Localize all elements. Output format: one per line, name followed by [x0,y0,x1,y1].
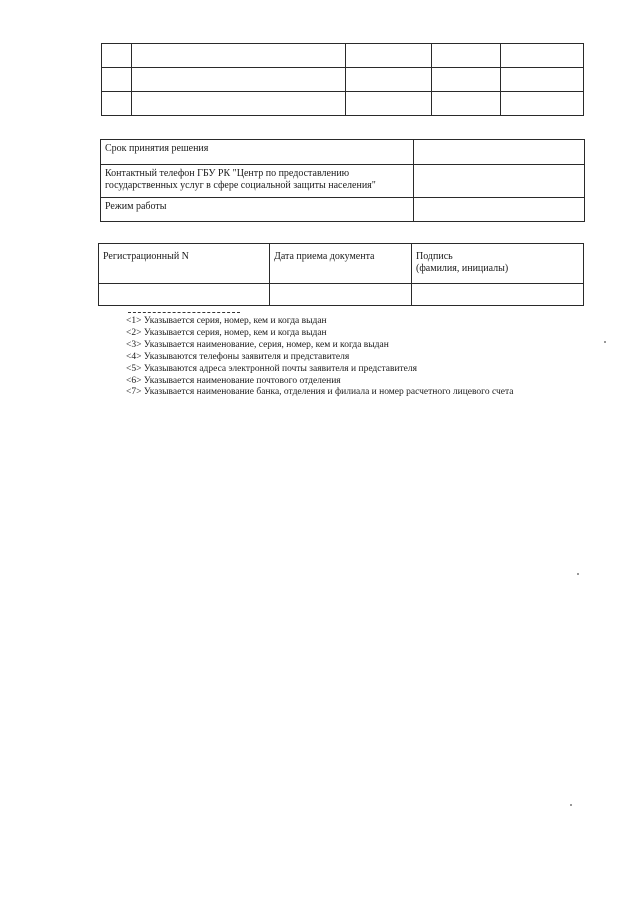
working-hours-value [414,198,585,222]
date-header: Дата приема документа [270,244,412,284]
blank-table [101,43,584,116]
service-info-table [100,139,585,222]
table-cell [102,92,132,116]
contact-phone-label-line: государственных услуг в сфере социальной защиты населения" [105,180,376,191]
working-hours-label: Режим работы [101,198,414,222]
footnotes [126,316,513,399]
table-cell [501,44,584,68]
table-cell [132,92,346,116]
decision-term-label: Срок принятия решения [101,140,414,165]
table-header-row [99,244,584,284]
table-cell [432,44,501,68]
footnote-item: <7> Указывается наименование банка, отделения и филиала и номер расчетного лицевого счета [126,387,514,398]
table-cell [346,68,432,92]
table-row [101,198,585,222]
scan-speck [604,341,606,343]
reg-number-header: Регистрационный N [99,244,270,284]
decision-term-value [414,140,585,165]
table-cell [102,44,132,68]
contact-phone-label [101,165,414,198]
contact-phone-value [414,165,585,198]
footnote-item: <5> Указываются адреса электронной почты заявителя и представителя [126,363,418,374]
table-cell [432,92,501,116]
table-row [102,92,584,116]
table-cell [346,44,432,68]
footnote-item: <3> Указывается наименование, серия, номер, кем и когда выдан [126,339,389,350]
table-cell [132,44,346,68]
table-row [102,68,584,92]
footnote-divider [128,312,240,313]
scan-speck [570,804,572,806]
table-cell [132,68,346,92]
footnote-item: <4> Указываются телефоны заявителя и представителя [126,351,350,362]
date-value [270,284,412,306]
table-cell [102,68,132,92]
signature-header-line: Подпись [416,251,453,262]
registration-table [98,243,584,306]
signature-header-line: (фамилия, инициалы) [416,263,509,274]
table-cell [432,68,501,92]
footnote-item: <6> Указывается наименование почтового отделения [126,375,341,386]
table-cell [346,92,432,116]
footnote-item: <1> Указывается серия, номер, кем и когда выдан [126,316,327,326]
scan-speck [577,573,579,575]
contact-phone-label-line: Контактный телефон ГБУ РК "Центр по предоставлению [105,168,350,179]
table-cell [501,68,584,92]
signature-header [412,244,584,284]
reg-number-value [99,284,270,306]
table-row [101,165,585,198]
footnote-item: <2> Указывается серия, номер, кем и когда выдан [126,327,327,338]
table-cell [501,92,584,116]
table-row [102,44,584,68]
table-row [101,140,585,165]
table-row [99,284,584,306]
signature-value [412,284,584,306]
